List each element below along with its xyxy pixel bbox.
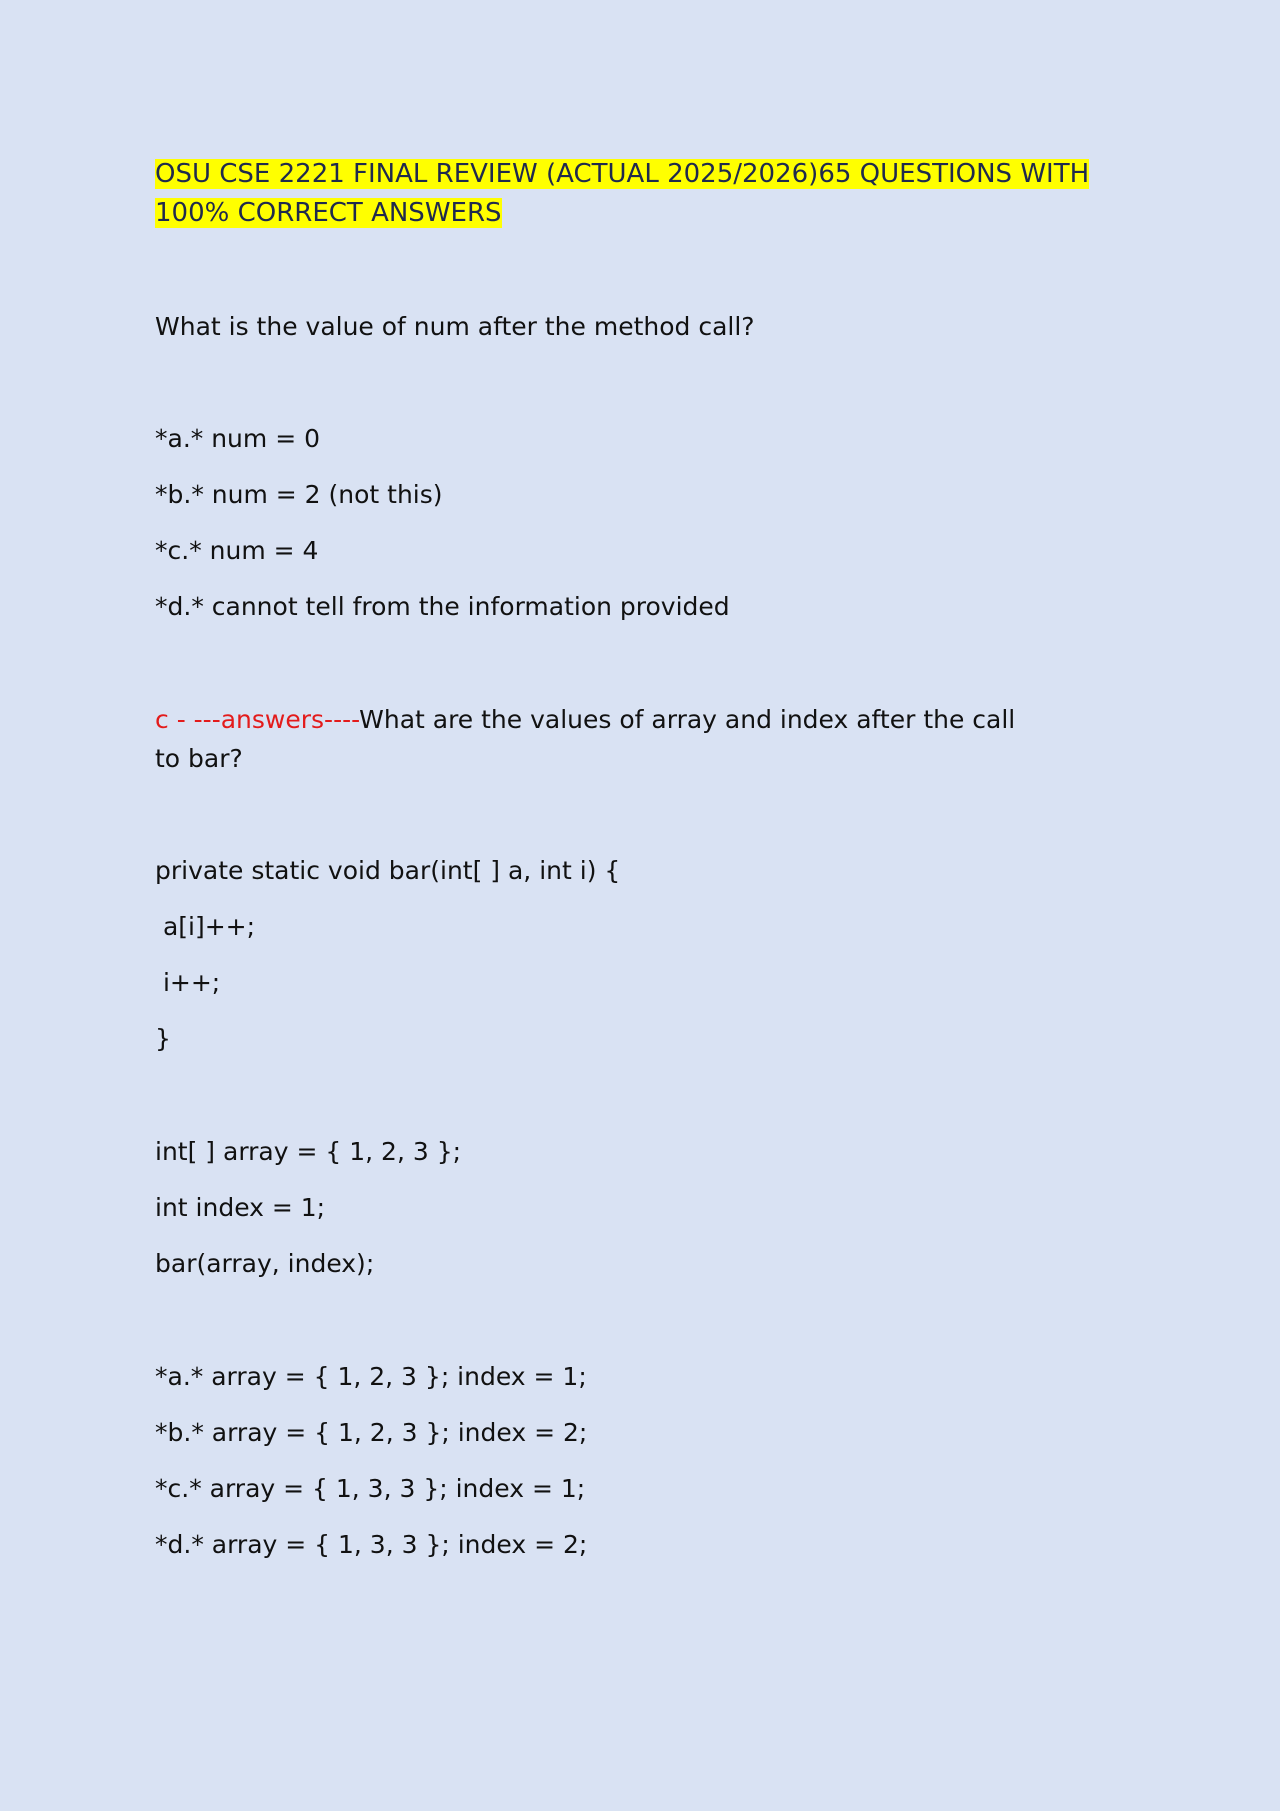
- q1-option-a: *a.* num = 0: [155, 424, 321, 453]
- answer-marker: c - ---answers----: [155, 705, 360, 734]
- code-method-line-4: }: [155, 1024, 171, 1053]
- question-2-prompt: [155, 700, 1135, 778]
- q2-option-c: *c.* array = { 1, 3, 3 }; index = 1;: [155, 1474, 586, 1503]
- code-call-line-2: int index = 1;: [155, 1193, 326, 1222]
- code-method-line-3: i++;: [155, 968, 221, 997]
- code-method-line-1: private static void bar(int[ ] a, int i) {: [155, 856, 621, 885]
- question-2-prompt-line-1: What are the values of array and index after the call: [359, 705, 1016, 734]
- q1-option-b: *b.* num = 2 (not this): [155, 480, 443, 509]
- q1-option-d: *d.* cannot tell from the information provided: [155, 592, 730, 621]
- q2-option-d: *d.* array = { 1, 3, 3 }; index = 2;: [155, 1530, 588, 1559]
- q2-option-b: *b.* array = { 1, 2, 3 }; index = 2;: [155, 1418, 588, 1447]
- question-2-prompt-line-2: to bar?: [155, 744, 243, 773]
- q2-option-a: *a.* array = { 1, 2, 3 }; index = 1;: [155, 1362, 587, 1391]
- question-1-prompt: What is the value of num after the method call?: [155, 312, 755, 341]
- code-call-line-3: bar(array, index);: [155, 1249, 375, 1278]
- code-call-line-1: int[ ] array = { 1, 2, 3 };: [155, 1137, 462, 1166]
- title-line-2: 100% CORRECT ANSWERS: [155, 198, 502, 228]
- document-title: [155, 155, 1089, 233]
- title-line-1: OSU CSE 2221 FINAL REVIEW (ACTUAL 2025/2026)65 QUESTIONS WITH: [155, 159, 1090, 189]
- code-method-line-2: a[i]++;: [155, 912, 256, 941]
- q1-option-c: *c.* num = 4: [155, 536, 319, 565]
